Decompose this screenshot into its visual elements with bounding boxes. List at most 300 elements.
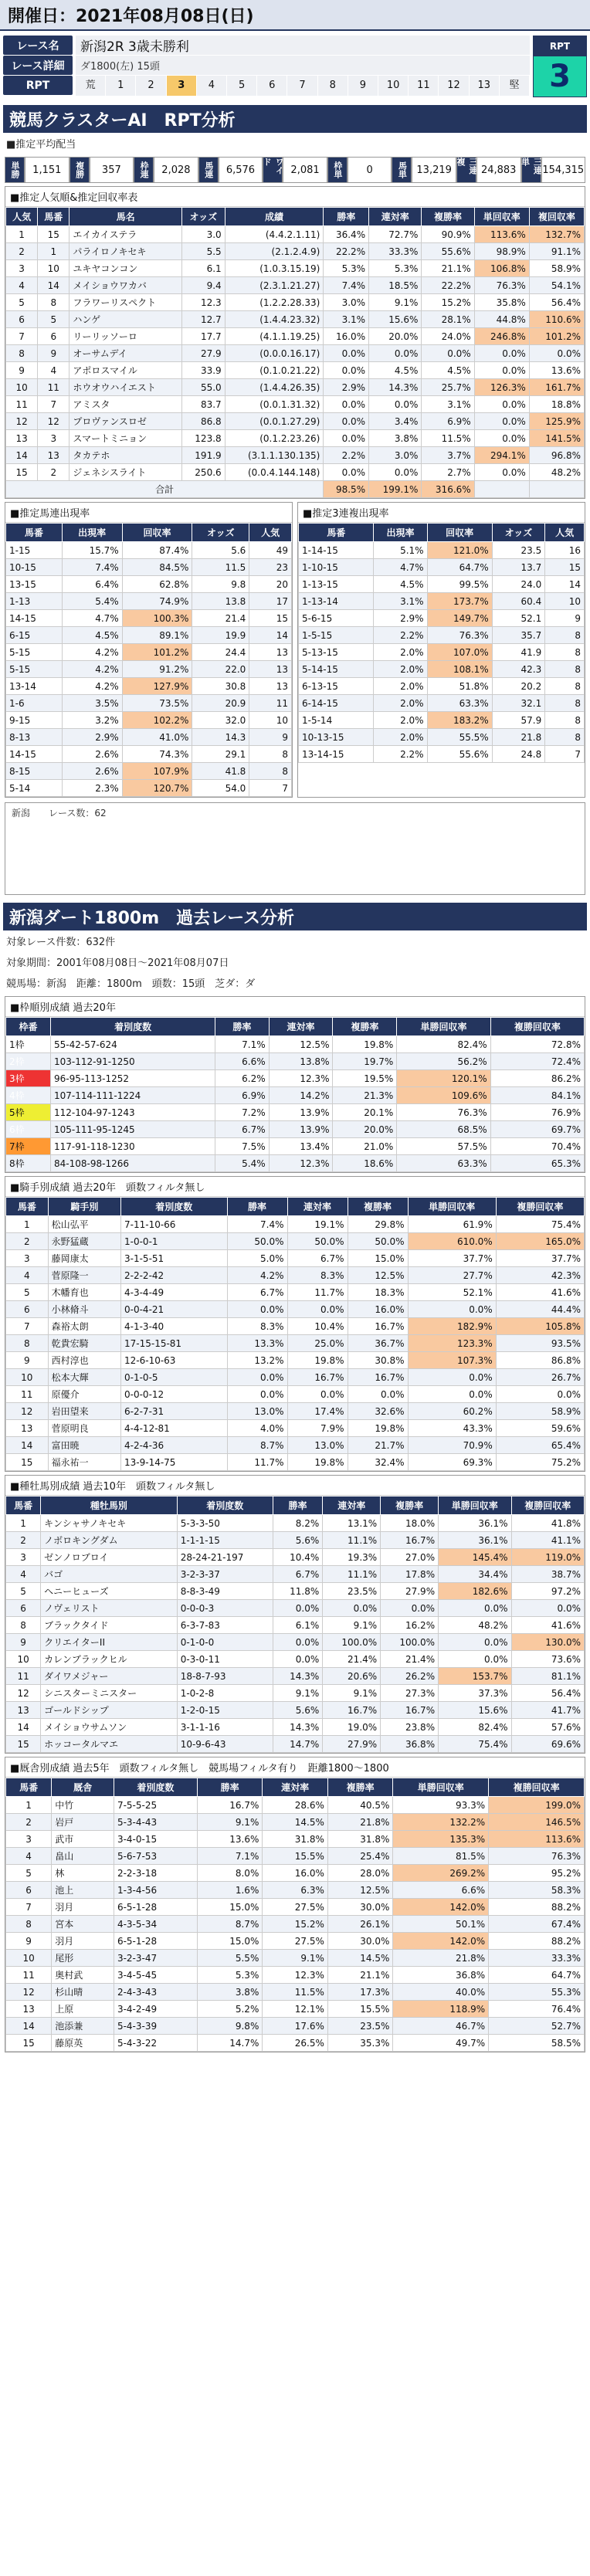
total-row [6, 481, 585, 498]
table-cell: 16.7% [348, 1318, 408, 1335]
table-row [6, 1138, 585, 1155]
rpt-scale-cell: 2 [136, 76, 166, 96]
table-row [6, 559, 292, 576]
table-cell: メイショウサムソン [41, 1719, 178, 1736]
table-cell: 15.5% [327, 2001, 393, 2018]
table-cell: 17.7 [181, 328, 225, 345]
table-row [299, 559, 585, 576]
column-header: 出現率 [62, 524, 122, 542]
table-cell: 6.9% [215, 1087, 269, 1104]
table-cell: 57.6% [511, 1719, 584, 1736]
table-cell: 269.2% [393, 1865, 489, 1882]
table-cell: 13.8% [269, 1053, 333, 1070]
table-row [299, 610, 585, 627]
table-cell: 6-5-1-28 [114, 1899, 197, 1916]
table-cell: 6.7% [287, 1250, 348, 1267]
total-empty [474, 481, 529, 498]
column-header: 回収率 [427, 524, 492, 542]
table-cell: バゴ [41, 1566, 178, 1583]
table-row [6, 1933, 585, 1950]
table-cell: 5.4% [215, 1155, 269, 1172]
table-cell: 9 [249, 729, 292, 746]
table-cell: 11.7% [227, 1454, 287, 1471]
avg-value: 6,576 [219, 157, 263, 183]
table-cell: 21.7% [348, 1437, 408, 1454]
column-header: 着別度数 [114, 1778, 197, 1797]
table-cell: ノボロキングダム [41, 1532, 178, 1549]
table-cell: 2.6% [62, 746, 122, 763]
table-cell: 14.3 [192, 729, 249, 746]
table-cell: ハンゲ [70, 311, 182, 328]
table-cell: 5.5 [181, 243, 225, 260]
column-header: 厩舎 [52, 1778, 114, 1797]
table-cell: 1-13-15 [299, 576, 374, 593]
table-cell: 9 [6, 1634, 41, 1651]
table-cell: 22.2% [422, 277, 474, 294]
table-cell: ユキヤコンコン [70, 260, 182, 277]
table-cell: 76.4% [489, 2001, 585, 2018]
table-cell: 120.1% [397, 1070, 490, 1087]
pattern-note: 新潟 レース数：62 [12, 808, 107, 819]
table-cell: 7 [6, 1318, 49, 1335]
table-row [6, 1036, 585, 1053]
table-cell: 50.0% [227, 1233, 287, 1250]
table-cell: 55.5% [427, 729, 492, 746]
table-cell: 岩田望来 [48, 1403, 120, 1420]
column-header: 枠番 [6, 1018, 51, 1036]
rpt-scale-cell: 8 [318, 76, 348, 96]
table-cell: 6枠 [6, 1121, 51, 1138]
table-cell: 24.4 [192, 644, 249, 661]
table-cell: 30.8 [192, 678, 249, 695]
table-cell: 84-108-98-1266 [51, 1155, 215, 1172]
table-cell: 原優介 [48, 1386, 120, 1403]
table-cell: 13.6% [529, 362, 584, 379]
table-cell: ジェネシスライト [70, 464, 182, 481]
table-cell: 69.6% [511, 1736, 584, 1753]
sire-title: ■種牡馬別成績 過去10年 頭数フィルタ無し [5, 1476, 585, 1496]
table-cell: 48.2% [439, 1617, 511, 1634]
table-cell: 64.7% [427, 559, 492, 576]
rpt-scale-cell: 11 [409, 76, 439, 96]
table-cell: 21.1% [422, 260, 474, 277]
table-cell: 18-8-7-93 [177, 1668, 273, 1685]
table-cell: 9 [6, 362, 38, 379]
table-cell: 42.3 [492, 661, 545, 678]
table-row [6, 1617, 585, 1634]
table-cell: キンシャサノキセキ [41, 1515, 178, 1532]
table-row [6, 1352, 585, 1369]
table-cell: 96.8% [529, 447, 584, 464]
table-cell: ノヴェリスト [41, 1600, 178, 1617]
table-cell: 125.9% [529, 413, 584, 430]
table-cell: 81.1% [511, 1668, 584, 1685]
table-cell: 294.1% [474, 447, 529, 464]
table-cell: 19.8% [287, 1352, 348, 1369]
table-cell: 30.0% [327, 1899, 393, 1916]
table-row [6, 712, 292, 729]
table-cell: 7 [249, 780, 292, 797]
table-cell: 93.3% [393, 1797, 489, 1814]
table-cell: 28.1% [422, 311, 474, 328]
table-row [6, 1865, 585, 1882]
info-count: 対象レース件数：632件 [6, 937, 116, 948]
table-cell: 5.2% [197, 2001, 263, 2018]
column-header: 馬番 [38, 208, 70, 226]
column-header: 複勝率 [327, 1778, 393, 1797]
table-cell: 3-1-1-16 [177, 1719, 273, 1736]
table-cell: 林 [52, 1865, 114, 1882]
table-cell: 31.8% [327, 1831, 393, 1848]
table-cell: 2.2% [374, 746, 427, 763]
table-row [299, 712, 585, 729]
table-cell: 11 [249, 695, 292, 712]
table-cell: 55-42-57-624 [51, 1036, 215, 1053]
table-cell: 36.4% [324, 226, 369, 243]
table-cell: 7 [6, 328, 38, 345]
table-cell: 8.3% [287, 1267, 348, 1284]
table-cell: 6-14-15 [299, 695, 374, 712]
table-cell: 30.0% [327, 1933, 393, 1950]
table-cell: 8枠 [6, 1155, 51, 1172]
column-header: 人気 [249, 524, 292, 542]
table-cell: 23 [249, 559, 292, 576]
table-cell: 14 [6, 1719, 41, 1736]
rpt-row-label: RPT [3, 76, 73, 95]
table-cell: 0.0% [324, 345, 369, 362]
table-cell: 73.6% [511, 1651, 584, 1668]
table-cell: 19.8% [333, 1036, 397, 1053]
table-cell: 2.0% [374, 661, 427, 678]
column-header: 単勝回収率 [393, 1778, 489, 1797]
table-row [6, 1155, 585, 1172]
table-cell: 畠山 [52, 1848, 114, 1865]
table-cell: 3-2-3-37 [177, 1566, 273, 1583]
frame-title: ■枠順別成績 過去20年 [5, 997, 585, 1017]
table-row [6, 1121, 585, 1138]
table-cell: 57.9 [492, 712, 545, 729]
table-cell: 8-15 [6, 763, 63, 780]
table-cell: 52.1 [492, 610, 545, 627]
table-cell: (0.1.2.23.26) [225, 430, 324, 447]
table-cell: 74.9% [122, 593, 192, 610]
table-cell: 0.0% [474, 345, 529, 362]
table-cell: アミスタ [70, 396, 182, 413]
column-header: 馬番 [6, 524, 63, 542]
table-cell: 1-6 [6, 695, 63, 712]
column-header: 勝率 [215, 1018, 269, 1036]
table-cell: 0.0% [287, 1301, 348, 1318]
column-header: オッズ [181, 208, 225, 226]
table-cell: 35.8% [474, 294, 529, 311]
table-cell: 13.1% [323, 1515, 381, 1532]
table-cell: 16.7% [381, 1532, 439, 1549]
frame-table [5, 1017, 585, 1172]
rpt-scale-cell: 3 [167, 76, 197, 96]
column-header: 馬名 [70, 208, 182, 226]
table-cell: 14.7% [273, 1736, 322, 1753]
table-cell: 27.3% [381, 1685, 439, 1702]
table-cell: 37.7% [408, 1250, 496, 1267]
table-cell: 1 [6, 1515, 41, 1532]
table-row [6, 542, 292, 559]
table-cell: 126.3% [474, 379, 529, 396]
table-cell: 富田暁 [48, 1437, 120, 1454]
jockey-title: ■騎手別成績 過去20年 頭数フィルタ無し [5, 1177, 585, 1197]
table-cell: 14.5% [263, 1814, 328, 1831]
table-cell: 5 [38, 311, 70, 328]
table-row [6, 1899, 585, 1916]
table-cell: 81.5% [393, 1848, 489, 1865]
table-cell: 小林脩斗 [48, 1301, 120, 1318]
table-cell: 52.7% [489, 2018, 585, 2035]
table-cell: 松本大輝 [48, 1369, 120, 1386]
table-cell: 4-3-4-49 [121, 1284, 228, 1301]
table-cell: 101.2% [529, 328, 584, 345]
table-cell: 153.7% [439, 1668, 511, 1685]
table-cell: 50.0% [287, 1233, 348, 1250]
table-cell: 1-15 [6, 542, 63, 559]
table-cell: 0.0% [496, 1386, 584, 1403]
table-cell: 113.6% [474, 226, 529, 243]
table-cell: 9 [38, 345, 70, 362]
table-cell: 15 [6, 464, 38, 481]
column-header: 連対率 [263, 1778, 328, 1797]
table-cell: 永野猛蔵 [48, 1233, 120, 1250]
table-cell: 1-13-14 [299, 593, 374, 610]
table-cell: 21.8 [492, 729, 545, 746]
table-cell: 1 [38, 243, 70, 260]
table-cell: 3.7% [422, 447, 474, 464]
table-row [6, 1736, 585, 1753]
table-cell: 1-3-4-56 [114, 1882, 197, 1899]
table-row [6, 1532, 585, 1549]
table-cell: オーサムデイ [70, 345, 182, 362]
table-cell: リーリッソーロ [70, 328, 182, 345]
table-cell: 6-3-7-83 [177, 1617, 273, 1634]
rpt-scale-cell: 荒 [76, 76, 106, 96]
table-cell: 107.0% [427, 644, 492, 661]
table-cell: 5-14-15 [299, 661, 374, 678]
rpt-box [533, 36, 587, 97]
table-cell: 56.2% [397, 1053, 490, 1070]
table-row [6, 1814, 585, 1831]
table-cell: 9.1% [273, 1685, 322, 1702]
table-cell: 62.8% [122, 576, 192, 593]
table-cell: 乾貴宏騎 [48, 1335, 120, 1352]
table-cell: 30.8% [348, 1352, 408, 1369]
table-cell: 17.4% [287, 1403, 348, 1420]
table-row [6, 627, 292, 644]
table-cell: 64.7% [489, 1967, 585, 1984]
table-cell: 6.4% [62, 576, 122, 593]
table-row [6, 1420, 585, 1437]
table-cell: 13 [6, 1702, 41, 1719]
table-cell: 尾形 [52, 1950, 114, 1967]
table-cell: 10 [545, 593, 585, 610]
table-cell: 6 [6, 311, 38, 328]
table-cell: 9-15 [6, 712, 63, 729]
table-row [6, 379, 585, 396]
table-cell: 中竹 [52, 1797, 114, 1814]
table-cell: 11.8% [273, 1583, 322, 1600]
table-cell: 46.7% [393, 2018, 489, 2035]
table-cell: 8 [38, 294, 70, 311]
table-cell: 32.1 [492, 695, 545, 712]
table-cell: 16 [545, 542, 585, 559]
table-cell: 21.4% [381, 1651, 439, 1668]
table-row [299, 729, 585, 746]
table-cell: 2.0% [374, 712, 427, 729]
table-cell: 6-15 [6, 627, 63, 644]
table-row [6, 1318, 585, 1335]
table-row [299, 695, 585, 712]
table-cell: 54.0 [192, 780, 249, 797]
table-row [6, 1583, 585, 1600]
table-cell: 44.8% [474, 311, 529, 328]
table-cell: 0.0% [287, 1386, 348, 1403]
table-cell: 10.4% [287, 1318, 348, 1335]
table-cell: 16.7% [348, 1369, 408, 1386]
table-cell: 18.6% [333, 1155, 397, 1172]
table-cell: 6.6% [393, 1882, 489, 1899]
table-cell: 130.0% [511, 1634, 584, 1651]
table-row [6, 1566, 585, 1583]
table-cell: 6.7% [215, 1121, 269, 1138]
table-cell: 9.1% [323, 1617, 381, 1634]
table-cell: 55.6% [422, 243, 474, 260]
column-header: 着別度数 [51, 1018, 215, 1036]
table-cell: 6-2-7-31 [121, 1403, 228, 1420]
table-cell: 15 [545, 559, 585, 576]
table-cell: 8.7% [197, 1916, 263, 1933]
table-cell: 41.7% [511, 1702, 584, 1719]
table-row [6, 294, 585, 311]
table-cell: 7.5% [215, 1138, 269, 1155]
table-cell: 8 [6, 1617, 41, 1634]
table-cell: 3 [6, 1250, 49, 1267]
table-cell: (0.0.1.27.29) [225, 413, 324, 430]
table-cell: 木幡育也 [48, 1284, 120, 1301]
table-cell: 86.2% [490, 1070, 584, 1087]
table-cell: 5-4-3-22 [114, 2035, 197, 2052]
table-cell: 6.6% [215, 1053, 269, 1070]
sanrenpuku-title: ■推定3連複出現率 [298, 503, 585, 523]
table-cell: 8 [6, 1335, 49, 1352]
table-row [6, 328, 585, 345]
table-cell: 0.0% [474, 430, 529, 447]
table-cell: 132.2% [393, 1814, 489, 1831]
table-cell: 19.8% [348, 1420, 408, 1437]
column-header: 馬番 [6, 1778, 52, 1797]
table-cell: 羽月 [52, 1933, 114, 1950]
column-header: 複勝率 [333, 1018, 397, 1036]
table-cell: 141.5% [529, 430, 584, 447]
table-cell: 100.0% [381, 1634, 439, 1651]
table-cell: (2.3.1.21.27) [225, 277, 324, 294]
sire-table [5, 1496, 585, 1753]
jockey-table [5, 1197, 585, 1471]
table-cell: 3-1-5-51 [121, 1250, 228, 1267]
table-cell: 12.3% [263, 1967, 328, 1984]
table-cell: 14.2% [269, 1087, 333, 1104]
table-cell: 60.4 [492, 593, 545, 610]
table-cell: 12.3% [269, 1070, 333, 1087]
table-cell: 15.6% [369, 311, 422, 328]
table-cell: 17.8% [381, 1566, 439, 1583]
column-header: 回収率 [122, 524, 192, 542]
table-cell: 7.9% [287, 1420, 348, 1437]
avg-title: ■推定平均配当 [6, 139, 76, 151]
table-cell: 73.5% [122, 695, 192, 712]
table-cell: 32.6% [348, 1403, 408, 1420]
ai-section-title: 競馬クラスターAI RPT分析 [3, 105, 587, 133]
table-cell: 13 [6, 430, 38, 447]
table-cell: 14.3% [273, 1719, 322, 1736]
table-cell: 0.0% [324, 413, 369, 430]
table-cell: 5.4% [62, 593, 122, 610]
table-cell: 55.6% [427, 746, 492, 763]
table-cell: 16.7% [323, 1702, 381, 1719]
table-cell: 43.3% [408, 1420, 496, 1437]
table-cell: ブラックタイド [41, 1617, 178, 1634]
table-cell: 13.0% [227, 1403, 287, 1420]
table-cell: 7.4% [227, 1216, 287, 1233]
table-cell: 123.3% [408, 1335, 496, 1352]
table-cell: 25.0% [287, 1335, 348, 1352]
table-cell: 75.2% [496, 1454, 584, 1471]
column-header: 勝率 [197, 1778, 263, 1797]
total-value: 316.6% [422, 481, 474, 498]
table-cell: 100.3% [122, 610, 192, 627]
avg-value: 0 [348, 157, 392, 183]
table-cell: 5 [6, 1865, 52, 1882]
table-cell: 15 [6, 2035, 52, 2052]
table-cell: 0.0% [439, 1651, 511, 1668]
table-cell: 5.1% [374, 542, 427, 559]
table-cell: 2.2% [374, 627, 427, 644]
table-cell: 5.3% [324, 260, 369, 277]
table-cell: 3.1% [374, 593, 427, 610]
table-cell: (3.1.1.130.135) [225, 447, 324, 464]
table-cell: 76.3% [427, 627, 492, 644]
column-header: 複勝回収率 [511, 1496, 584, 1515]
table-row [6, 2001, 585, 2018]
table-cell: 41.9 [492, 644, 545, 661]
table-cell: 117-91-118-1230 [51, 1138, 215, 1155]
table-cell: 41.0% [122, 729, 192, 746]
table-cell: 5.0% [227, 1250, 287, 1267]
table-cell: 0.0% [369, 464, 422, 481]
table-cell: 1-0-0-1 [121, 1233, 228, 1250]
avg-value: 1,151 [25, 157, 70, 183]
table-cell: 0-0-0-12 [121, 1386, 228, 1403]
umaren-title: ■推定馬連出現率 [5, 503, 292, 523]
table-cell: 4 [6, 277, 38, 294]
table-cell: 16.7% [381, 1702, 439, 1719]
table-cell: 菅原隆一 [48, 1267, 120, 1284]
table-row [6, 2018, 585, 2035]
table-cell: 27.5% [263, 1899, 328, 1916]
table-cell: 3.2% [62, 712, 122, 729]
table-cell: 13.6% [197, 1831, 263, 1848]
table-cell: 29.8% [348, 1216, 408, 1233]
table-cell: 14 [249, 627, 292, 644]
table-cell: 21.3% [333, 1087, 397, 1104]
table-cell: 60.2% [408, 1403, 496, 1420]
column-header: 出現率 [374, 524, 427, 542]
table-cell: 14-15 [6, 746, 63, 763]
